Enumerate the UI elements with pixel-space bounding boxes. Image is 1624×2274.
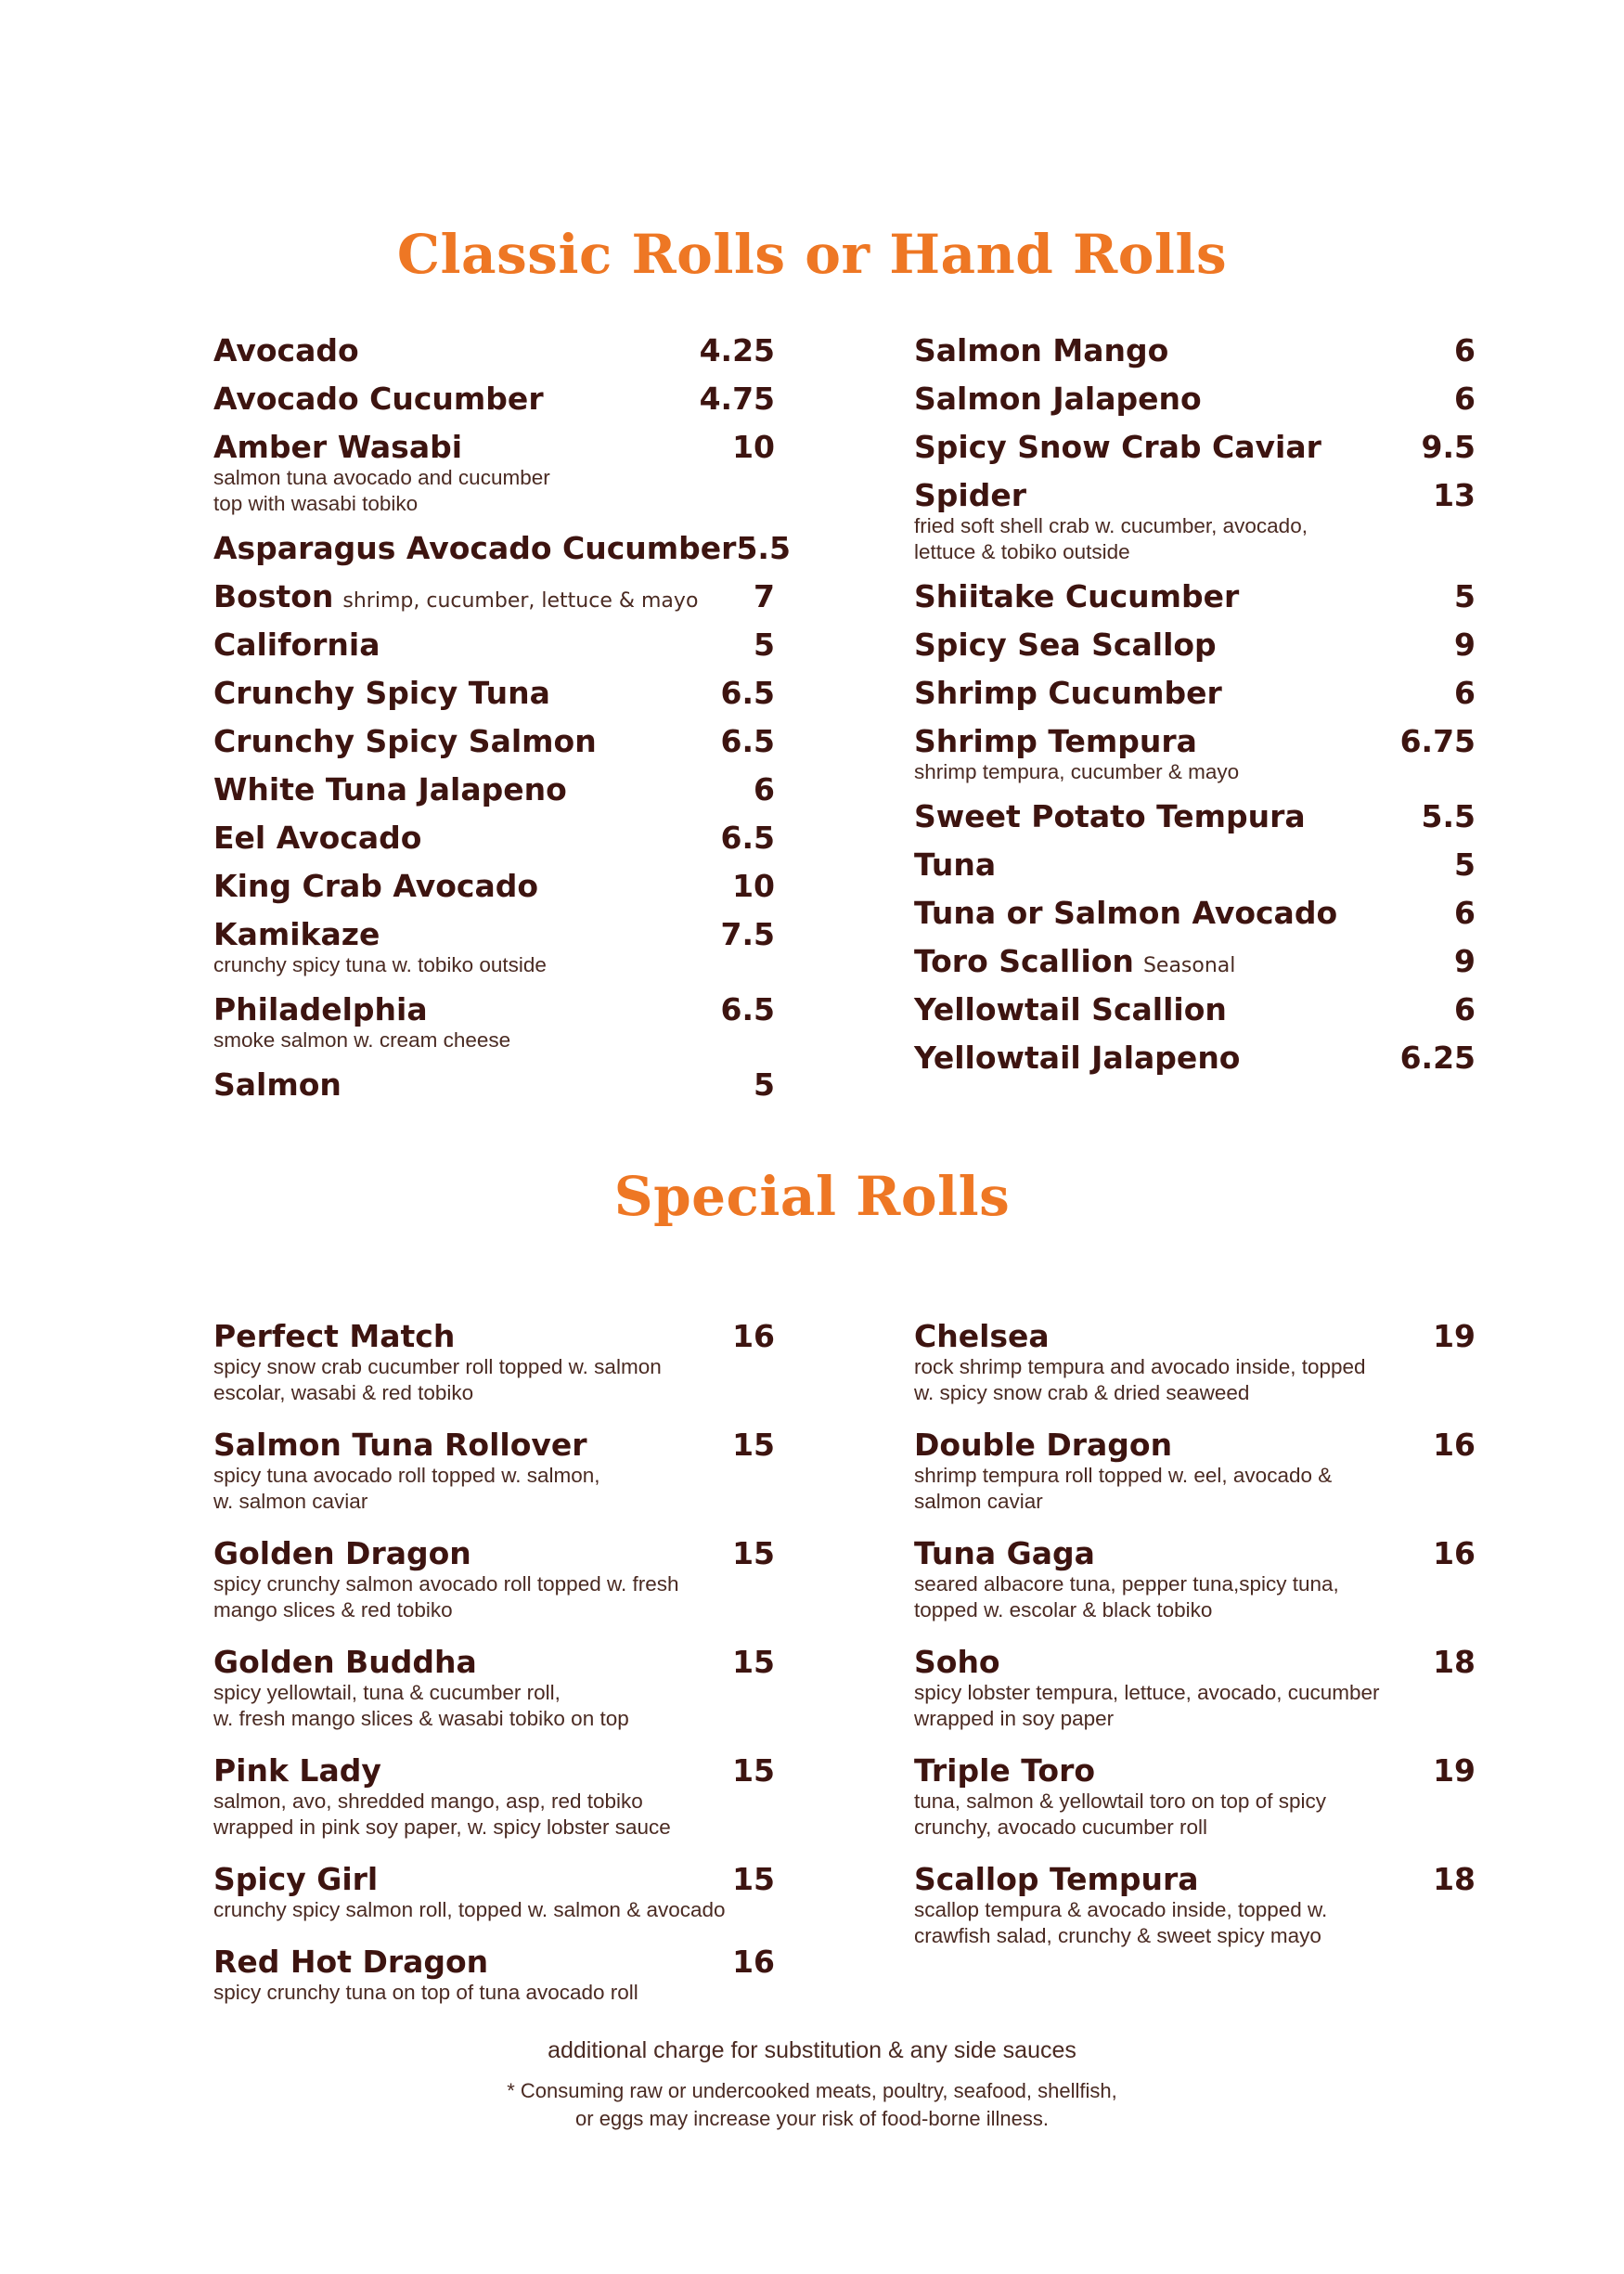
menu-item-row	[213, 1944, 775, 1980]
menu-item-name	[914, 895, 1337, 931]
menu-item-row	[914, 477, 1476, 513]
menu-item-price: 19	[1433, 1318, 1476, 1354]
menu-item-price: 4.25	[699, 332, 775, 368]
menu-item	[914, 798, 1476, 846]
menu-item-price: 6.5	[720, 991, 775, 1027]
menu-item-description: spicy yellowtail, tuna & cucumber roll, w. fresh mango slices & wasabi tobiko on top	[213, 1681, 629, 1730]
classic-rolls-title: Classic Rolls or Hand Rolls	[396, 223, 1228, 286]
menu-item-row	[914, 846, 1476, 883]
menu-item	[914, 675, 1476, 723]
menu-item-name	[914, 1861, 1199, 1897]
menu-item-price: 6.5	[720, 723, 775, 759]
menu-item-name	[213, 991, 428, 1027]
menu-item-row	[213, 820, 775, 856]
menu-item	[213, 429, 775, 530]
menu-item-description: spicy tuna avocado roll topped w. salmon, w. salmon caviar	[213, 1464, 600, 1513]
menu-item	[914, 627, 1476, 675]
menu-item-name	[914, 991, 1227, 1027]
menu-item	[213, 1752, 775, 1861]
menu-item-name-text: Tuna	[914, 846, 997, 883]
menu-item-name-text: Spicy Girl	[213, 1861, 379, 1897]
menu-item-name-text: Boston	[213, 578, 334, 614]
menu-item-name	[213, 429, 462, 465]
menu-item-row	[213, 627, 775, 663]
menu-item	[914, 846, 1476, 895]
menu-item	[914, 477, 1476, 578]
menu-item-price: 5.5	[736, 530, 791, 566]
menu-item-price: 6	[1454, 381, 1476, 417]
menu-item-description: seared albacore tuna, pepper tuna,spicy tuna, topped w. escolar & black tobiko	[914, 1572, 1339, 1622]
menu-item-name-text: Shiitake Cucumber	[914, 578, 1240, 614]
menu-item-row	[914, 675, 1476, 711]
menu-item-name	[213, 1535, 471, 1571]
menu-item-name-text: Tuna or Salmon Avocado	[914, 895, 1338, 931]
menu-item-price: 6	[1454, 675, 1476, 711]
menu-item-row	[914, 1644, 1476, 1680]
menu-item-description: crunchy spicy tuna w. tobiko outside	[213, 953, 547, 976]
menu-item-row	[914, 1752, 1476, 1789]
menu-item-price: 6.75	[1399, 723, 1476, 759]
menu-item-name-text: Double Dragon	[914, 1427, 1173, 1463]
menu-item-row	[213, 675, 775, 711]
menu-item-description: shrimp tempura roll topped w. eel, avocado & salmon caviar	[914, 1464, 1333, 1513]
menu-item-price: 9	[1454, 943, 1476, 979]
menu-item	[914, 332, 1476, 381]
menu-item	[213, 1644, 775, 1752]
menu-item	[213, 675, 775, 723]
menu-item-price: 16	[732, 1944, 775, 1980]
menu-item-price: 10	[732, 868, 775, 904]
menu-item-description: spicy crunchy salmon avocado roll topped w. fresh mango slices & red tobiko	[213, 1572, 679, 1622]
menu-item-name	[213, 675, 550, 711]
special-rolls-right-column	[914, 1318, 1476, 1970]
menu-item-name-text: Amber Wasabi	[213, 429, 463, 465]
menu-item	[914, 1861, 1476, 1970]
menu-item-name-text: Spicy Sea Scallop	[914, 627, 1217, 663]
menu-item-inline-note: Seasonal	[1142, 954, 1236, 977]
menu-item	[213, 332, 775, 381]
menu-item-name	[914, 381, 1202, 417]
menu-item-name	[914, 798, 1306, 834]
menu-item	[914, 1752, 1476, 1861]
menu-item-price: 5	[1454, 846, 1476, 883]
menu-item-name-text: Salmon Mango	[914, 332, 1169, 368]
menu-item	[213, 820, 775, 868]
menu-item	[914, 943, 1476, 991]
menu-item-name	[914, 1318, 1050, 1354]
menu-item-name	[914, 627, 1217, 663]
menu-item-name-text: Chelsea	[914, 1318, 1050, 1354]
menu-item-price: 15	[732, 1752, 775, 1789]
menu-item-row	[914, 627, 1476, 663]
menu-item-name-text: Crunchy Spicy Salmon	[213, 723, 597, 759]
menu-item-name	[213, 381, 544, 417]
menu-item-name	[213, 1752, 381, 1789]
menu-item-row	[213, 1427, 775, 1463]
menu-item-description: shrimp tempura, cucumber & mayo	[914, 760, 1240, 783]
menu-item-row	[213, 1535, 775, 1571]
menu-item-name-text: Salmon Jalapeno	[914, 381, 1202, 417]
menu-item-description: smoke salmon w. cream cheese	[213, 1028, 511, 1052]
menu-item-name	[914, 723, 1197, 759]
menu-item-name	[213, 1427, 587, 1463]
menu-item-price: 18	[1433, 1861, 1476, 1897]
substitution-note: additional charge for substitution & any side sauces	[548, 2037, 1076, 2063]
classic-rolls-left-column	[213, 332, 791, 1115]
food-safety-warning: * Consuming raw or undercooked meats, poultry, seafood, shellfish, or eggs may increase your risk of food-borne illness.	[507, 2079, 1117, 2130]
menu-item-name-text: Toro Scallion	[914, 943, 1134, 979]
menu-item-row	[914, 943, 1476, 979]
menu-item-name-text: Salmon Tuna Rollover	[213, 1427, 587, 1463]
menu-item-name	[213, 530, 736, 566]
menu-item-name-text: Spicy Snow Crab Caviar	[914, 429, 1321, 465]
menu-item	[213, 916, 775, 991]
menu-item-row	[914, 578, 1476, 614]
menu-item-price: 13	[1433, 477, 1476, 513]
menu-item-price: 6.25	[1399, 1040, 1476, 1076]
menu-item-price: 15	[732, 1427, 775, 1463]
menu-item	[213, 1861, 775, 1944]
menu-item-name	[914, 1427, 1172, 1463]
menu-item-row	[914, 1535, 1476, 1571]
menu-item-price: 15	[732, 1535, 775, 1571]
menu-item	[914, 1535, 1476, 1644]
menu-item-name-text: White Tuna Jalapeno	[213, 771, 567, 808]
menu-item-name	[914, 578, 1239, 614]
menu-item-row	[914, 429, 1476, 465]
menu-item	[914, 723, 1476, 798]
menu-item-row	[914, 798, 1476, 834]
menu-item-name	[914, 1535, 1095, 1571]
menu-item-price: 6	[1454, 332, 1476, 368]
menu-item-name-text: Soho	[914, 1644, 1000, 1680]
menu-item-name	[213, 1066, 342, 1103]
menu-item	[213, 1066, 775, 1115]
menu-item-name	[914, 1644, 1000, 1680]
menu-item-row	[213, 578, 775, 614]
menu-item-description: crunchy spicy salmon roll, topped w. salmon & avocado	[213, 1898, 726, 1921]
classic-rolls-right-column	[914, 332, 1476, 1088]
menu-item	[914, 1318, 1476, 1427]
menu-item-name-text: Kamikaze	[213, 916, 380, 952]
menu-item-row	[213, 771, 775, 808]
menu-item-name	[914, 1040, 1240, 1076]
menu-item	[914, 895, 1476, 943]
special-rolls-title: Special Rolls	[613, 1165, 1011, 1228]
menu-item-row	[213, 916, 775, 952]
menu-item-price: 7.5	[720, 916, 775, 952]
menu-item-name	[213, 627, 380, 663]
menu-item-name-text: California	[213, 627, 380, 663]
menu-item-name	[213, 332, 359, 368]
menu-item-name-text: Eel Avocado	[213, 820, 422, 856]
menu-item-price: 19	[1433, 1752, 1476, 1789]
menu-item-row	[213, 868, 775, 904]
menu-item	[914, 429, 1476, 477]
menu-item-name-text: Spider	[914, 477, 1026, 513]
menu-item-name	[213, 771, 567, 808]
menu-item-price: 15	[732, 1861, 775, 1897]
menu-item-price: 6	[1454, 895, 1476, 931]
menu-item	[213, 1318, 775, 1427]
menu-item-name-text: Salmon	[213, 1066, 342, 1103]
menu-item-row	[914, 1040, 1476, 1076]
menu-item-name	[914, 429, 1321, 465]
menu-item	[914, 1427, 1476, 1535]
menu-item-row	[914, 723, 1476, 759]
menu-item-name-text: Crunchy Spicy Tuna	[213, 675, 550, 711]
menu-item-description: spicy lobster tempura, lettuce, avocado, cucumber wrapped in soy paper	[914, 1681, 1380, 1730]
menu-item	[914, 1644, 1476, 1752]
menu-item-row	[213, 1644, 775, 1680]
menu-item-row	[914, 381, 1476, 417]
menu-item-row	[914, 332, 1476, 368]
menu-item-row	[914, 1861, 1476, 1897]
menu-item-name-text: King Crab Avocado	[213, 868, 539, 904]
menu-item-price: 6.5	[720, 675, 775, 711]
menu-item-row	[213, 1861, 775, 1897]
menu-item-name-text: Shrimp Tempura	[914, 723, 1197, 759]
menu-item-row	[213, 332, 775, 368]
menu-item-description: salmon, avo, shredded mango, asp, red tobiko wrapped in pink soy paper, w. spicy lobster sauce	[213, 1789, 671, 1839]
menu-item	[213, 1427, 775, 1535]
menu-item-row	[914, 895, 1476, 931]
menu-item-row	[213, 723, 775, 759]
menu-item-row	[914, 1318, 1476, 1354]
menu-item-name	[914, 943, 1235, 979]
menu-item	[213, 381, 775, 429]
menu-item-description: spicy snow crab cucumber roll topped w. salmon escolar, wasabi & red tobiko	[213, 1355, 662, 1404]
menu-item-name-text: Golden Buddha	[213, 1644, 477, 1680]
menu-item-price: 5	[754, 1066, 775, 1103]
menu-item-price: 6	[754, 771, 775, 808]
menu-item-name	[213, 820, 421, 856]
menu-item-description: fried soft shell crab w. cucumber, avocado, lettuce & tobiko outside	[914, 514, 1308, 563]
menu-item	[213, 723, 775, 771]
menu-item	[914, 381, 1476, 429]
menu-item-name-text: Perfect Match	[213, 1318, 456, 1354]
menu-item-name	[213, 1861, 378, 1897]
menu-item-price: 7	[754, 578, 775, 614]
menu-item-name	[914, 332, 1168, 368]
menu-item	[213, 578, 775, 627]
menu-item-name	[914, 675, 1222, 711]
menu-item	[213, 530, 791, 578]
menu-item-price: 16	[732, 1318, 775, 1354]
menu-item-name	[914, 477, 1026, 513]
menu-item-row	[213, 1066, 775, 1103]
menu-item-price: 4.75	[699, 381, 775, 417]
menu-item-price: 6.5	[720, 820, 775, 856]
menu-item-name-text: Red Hot Dragon	[213, 1944, 489, 1980]
menu-item-description: tuna, salmon & yellowtail toro on top of spicy crunchy, avocado cucumber roll	[914, 1789, 1326, 1839]
menu-item-name-text: Asparagus Avocado Cucumber	[213, 530, 737, 566]
menu-item	[213, 868, 775, 916]
menu-item-name	[213, 723, 597, 759]
menu-item-price: 16	[1433, 1535, 1476, 1571]
menu-item-price: 15	[732, 1644, 775, 1680]
menu-item	[213, 1535, 775, 1644]
menu-item-name	[914, 846, 996, 883]
menu-item-price: 5.5	[1421, 798, 1476, 834]
menu-item	[914, 578, 1476, 627]
menu-item-name	[213, 1318, 455, 1354]
menu-item	[213, 627, 775, 675]
menu-item-name	[213, 1944, 488, 1980]
special-rolls-left-column	[213, 1318, 775, 2026]
menu-item-row	[213, 991, 775, 1027]
menu-item-name-text: Scallop Tempura	[914, 1861, 1199, 1897]
menu-item-name-text: Pink Lady	[213, 1752, 381, 1789]
menu-item-name-text: Yellowtail Jalapeno	[914, 1040, 1241, 1076]
menu-item-name	[914, 1752, 1095, 1789]
menu-item-row	[213, 429, 775, 465]
menu-item-price: 9	[1454, 627, 1476, 663]
menu-item-row	[213, 381, 775, 417]
menu-item-inline-note: shrimp, cucumber, lettuce & mayo	[342, 589, 699, 613]
menu-item-name-text: Tuna Gaga	[914, 1535, 1095, 1571]
menu-item-description: salmon tuna avocado and cucumber top with wasabi tobiko	[213, 466, 550, 515]
menu-item-row	[914, 991, 1476, 1027]
menu-item-price: 5	[754, 627, 775, 663]
menu-item-price: 9.5	[1421, 429, 1476, 465]
menu-item-row	[213, 530, 791, 566]
menu-item	[213, 1944, 775, 2026]
menu-item-name-text: Shrimp Cucumber	[914, 675, 1222, 711]
menu-item-row	[213, 1752, 775, 1789]
menu-item-name-text: Avocado Cucumber	[213, 381, 544, 417]
menu-item-row	[914, 1427, 1476, 1463]
menu-item-price: 10	[732, 429, 775, 465]
menu-item-name	[213, 1644, 477, 1680]
menu-item-name	[213, 916, 380, 952]
menu-item-price: 6	[1454, 991, 1476, 1027]
menu-item-name	[213, 578, 698, 614]
menu-item-price: 18	[1433, 1644, 1476, 1680]
menu-item-price: 5	[1454, 578, 1476, 614]
menu-item-price: 16	[1433, 1427, 1476, 1463]
menu-item-name-text: Avocado	[213, 332, 359, 368]
menu-item-row	[213, 1318, 775, 1354]
menu-item-description: rock shrimp tempura and avocado inside, topped w. spicy snow crab & dried seaweed	[914, 1355, 1366, 1404]
menu-item	[213, 991, 775, 1066]
menu-item-name-text: Philadelphia	[213, 991, 428, 1027]
menu-item-description: spicy crunchy tuna on top of tuna avocado roll	[213, 1981, 638, 2004]
menu-item	[914, 1040, 1476, 1088]
menu-item-name-text: Golden Dragon	[213, 1535, 471, 1571]
menu-item	[914, 991, 1476, 1040]
menu-item-name	[213, 868, 538, 904]
menu-item-description: scallop tempura & avocado inside, topped w. crawfish salad, crunchy & sweet spicy mayo	[914, 1898, 1328, 1947]
menu-item-name-text: Yellowtail Scallion	[914, 991, 1227, 1027]
menu-item-name-text: Triple Toro	[914, 1752, 1096, 1789]
menu-item	[213, 771, 775, 820]
menu-item-name-text: Sweet Potato Tempura	[914, 798, 1306, 834]
